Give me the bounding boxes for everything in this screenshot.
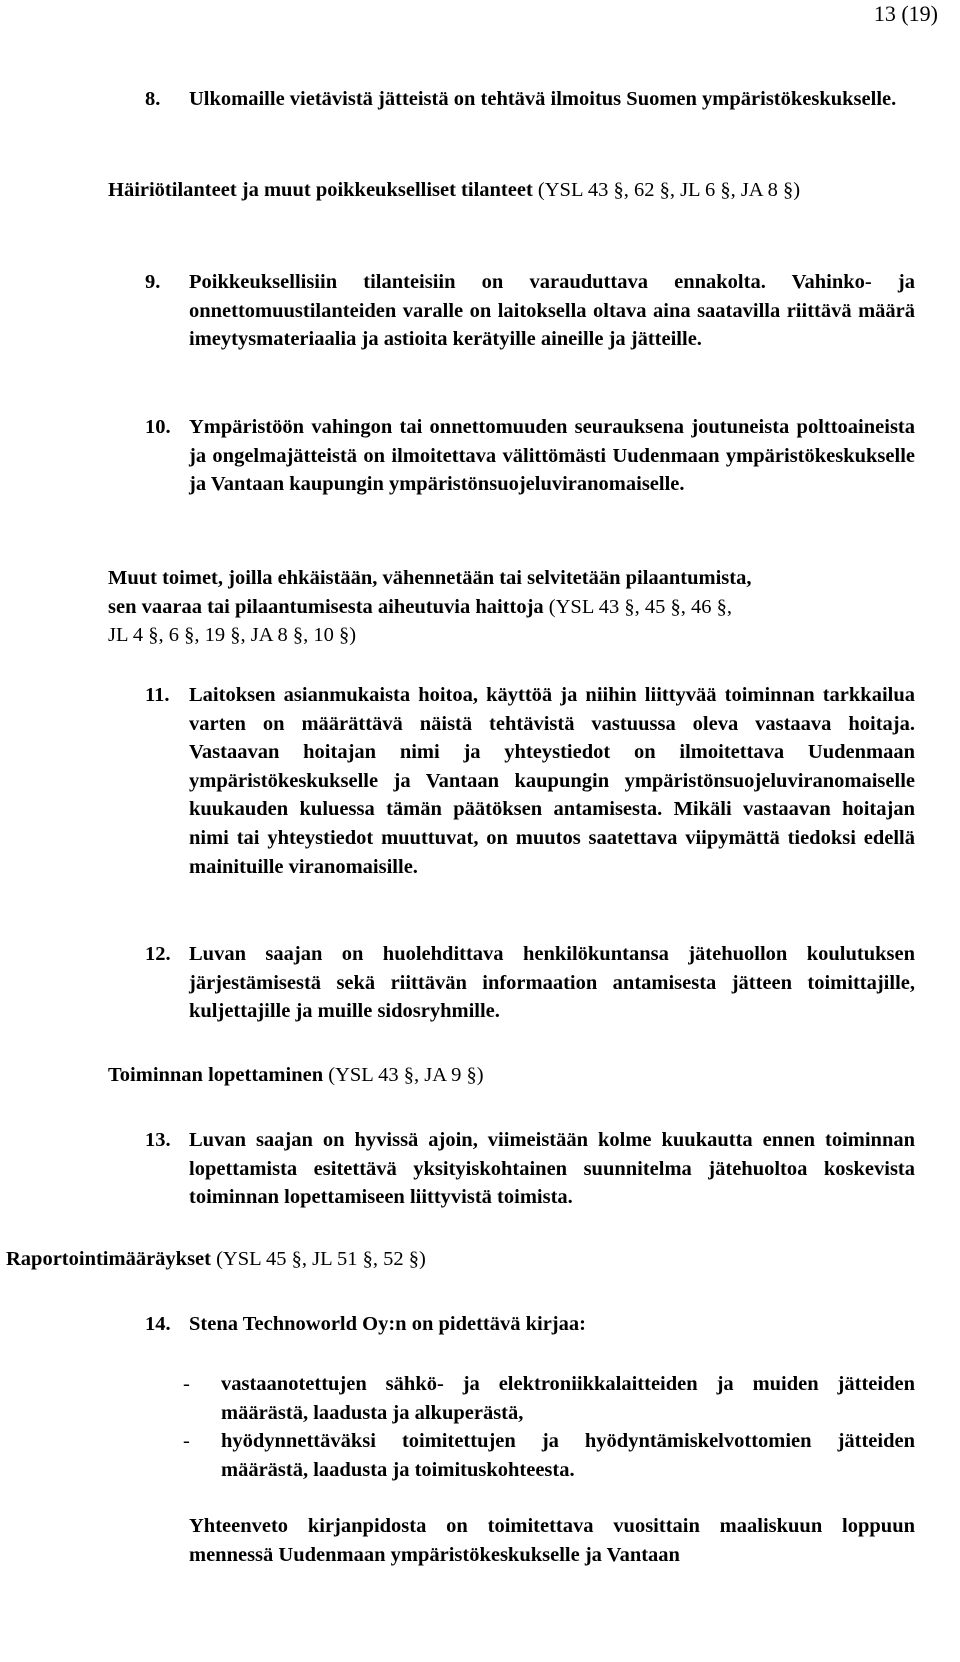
list-item: [145, 268, 915, 354]
item-text: Luvan saajan on hyvissä ajoin, viimeistään kolme kuukautta ennen toiminnan lopettamista esitettävä yksityiskohtainen suunnitelma jätehuoltoa koskevista toiminnan lopettamiseen liittyvistä toimista.: [189, 1129, 915, 1209]
summary-paragraph: Yhteenveto kirjanpidosta on toimitettava vuosittain maaliskuun loppuun mennessä Uudenmaan ympäristökeskukselle ja Vantaan: [189, 1515, 915, 1566]
item-number: 8.: [145, 88, 161, 110]
dash-item-text: hyödynnettäväksi toimitettujen ja hyödyntämiskelvottomien jätteiden määrästä, laadusta ja toimituskohteesta.: [221, 1430, 915, 1481]
item-number: 14.: [145, 1313, 171, 1335]
item-text: Laitoksen asianmukaista hoitoa, käyttöä ja niihin liittyvää toiminnan tarkkailua varten on määrättävä näistä tehtävistä vastuussa oleva vastaava hoitaja. Vastaavan hoitajan nimi ja yhteystiedot on ilmoitettava Uudenmaan ympäristökeskukselle ja Vantaan kaupungin ympäristönsuojeluviranomaiselle kuukauden kuluessa tämän päätöksen antamisesta. Mikäli vastaavan hoitajan nimi tai yhteystiedot muuttuvat, on muutos saatettava viipymättä tiedoksi edellä mainituille viranomaisille.: [189, 684, 915, 878]
section-heading-hairiotilanteet: Häiriötilanteet ja muut poikkeukselliset tilanteet (YSL 43 §, 62 §, JL 6 §, JA 8 §): [108, 179, 801, 201]
list-item: [145, 413, 915, 499]
item-number: 12.: [145, 943, 171, 965]
item-number: 13.: [145, 1129, 171, 1151]
section-heading-muut-toimet: Muut toimet, joilla ehkäistään, vähennetään tai selvitetään pilaantumista, sen vaaraa tai pilaantumisesta aiheutuvia haittoja (YSL 43 §, 45 §, 46 §, JL 4 §, 6 §, 19 §, JA 8 §, 10 §): [108, 567, 752, 647]
item-number: 10.: [145, 416, 171, 438]
dash-list-item: [183, 1370, 915, 1427]
item-text: Stena Technoworld Oy:n on pidettävä kirjaa:: [189, 1313, 586, 1335]
section-heading-raportointimaaraykset: Raportointimääräykset (YSL 45 §, JL 51 §, 52 §): [6, 1248, 426, 1270]
list-item: [145, 940, 915, 1026]
list-item: [145, 681, 915, 881]
dash-list-item: [183, 1427, 915, 1484]
item-text: Poikkeuksellisiin tilanteisiin on varauduttava ennakolta. Vahinko- ja onnettomuustilanteiden varalle on laitoksella oltava aina saatavilla riittävä määrä imeytysmateriaalia ja astioita kerätyille aineille ja jätteille.: [189, 271, 915, 351]
section-heading-toiminnan-lopettaminen: Toiminnan lopettaminen (YSL 43 §, JA 9 §): [108, 1064, 484, 1086]
dash-bullet: -: [183, 1430, 190, 1452]
dash-item-text: vastaanotettujen sähkö- ja elektroniikkalaitteiden ja muiden jätteiden määrästä, laadusta ja alkuperästä,: [221, 1373, 915, 1424]
list-item: [145, 85, 915, 114]
item-number: 9.: [145, 271, 161, 293]
item-number: 11.: [145, 684, 170, 706]
page-number: 13 (19): [873, 1, 938, 26]
list-item: [145, 1126, 915, 1212]
list-item: [145, 1310, 915, 1339]
item-text: Ulkomaille vietävistä jätteistä on tehtävä ilmoitus Suomen ympäristökeskukselle.: [189, 88, 897, 110]
item-text: Ympäristöön vahingon tai onnettomuuden seurauksena joutuneista polttoaineista ja ongelmajätteistä on ilmoitettava välittömästi Uudenmaan ympäristökeskukselle ja Vantaan kaupungin ympäristönsuojeluviranomaiselle.: [189, 416, 915, 496]
dash-bullet: -: [183, 1373, 190, 1395]
item-text: Luvan saajan on huolehdittava henkilökuntansa jätehuollon koulutuksen järjestämisestä sekä riittävän informaation antamisesta jätteen toimittajille, kuljettajille ja muille sidosryhmille.: [189, 943, 915, 1023]
